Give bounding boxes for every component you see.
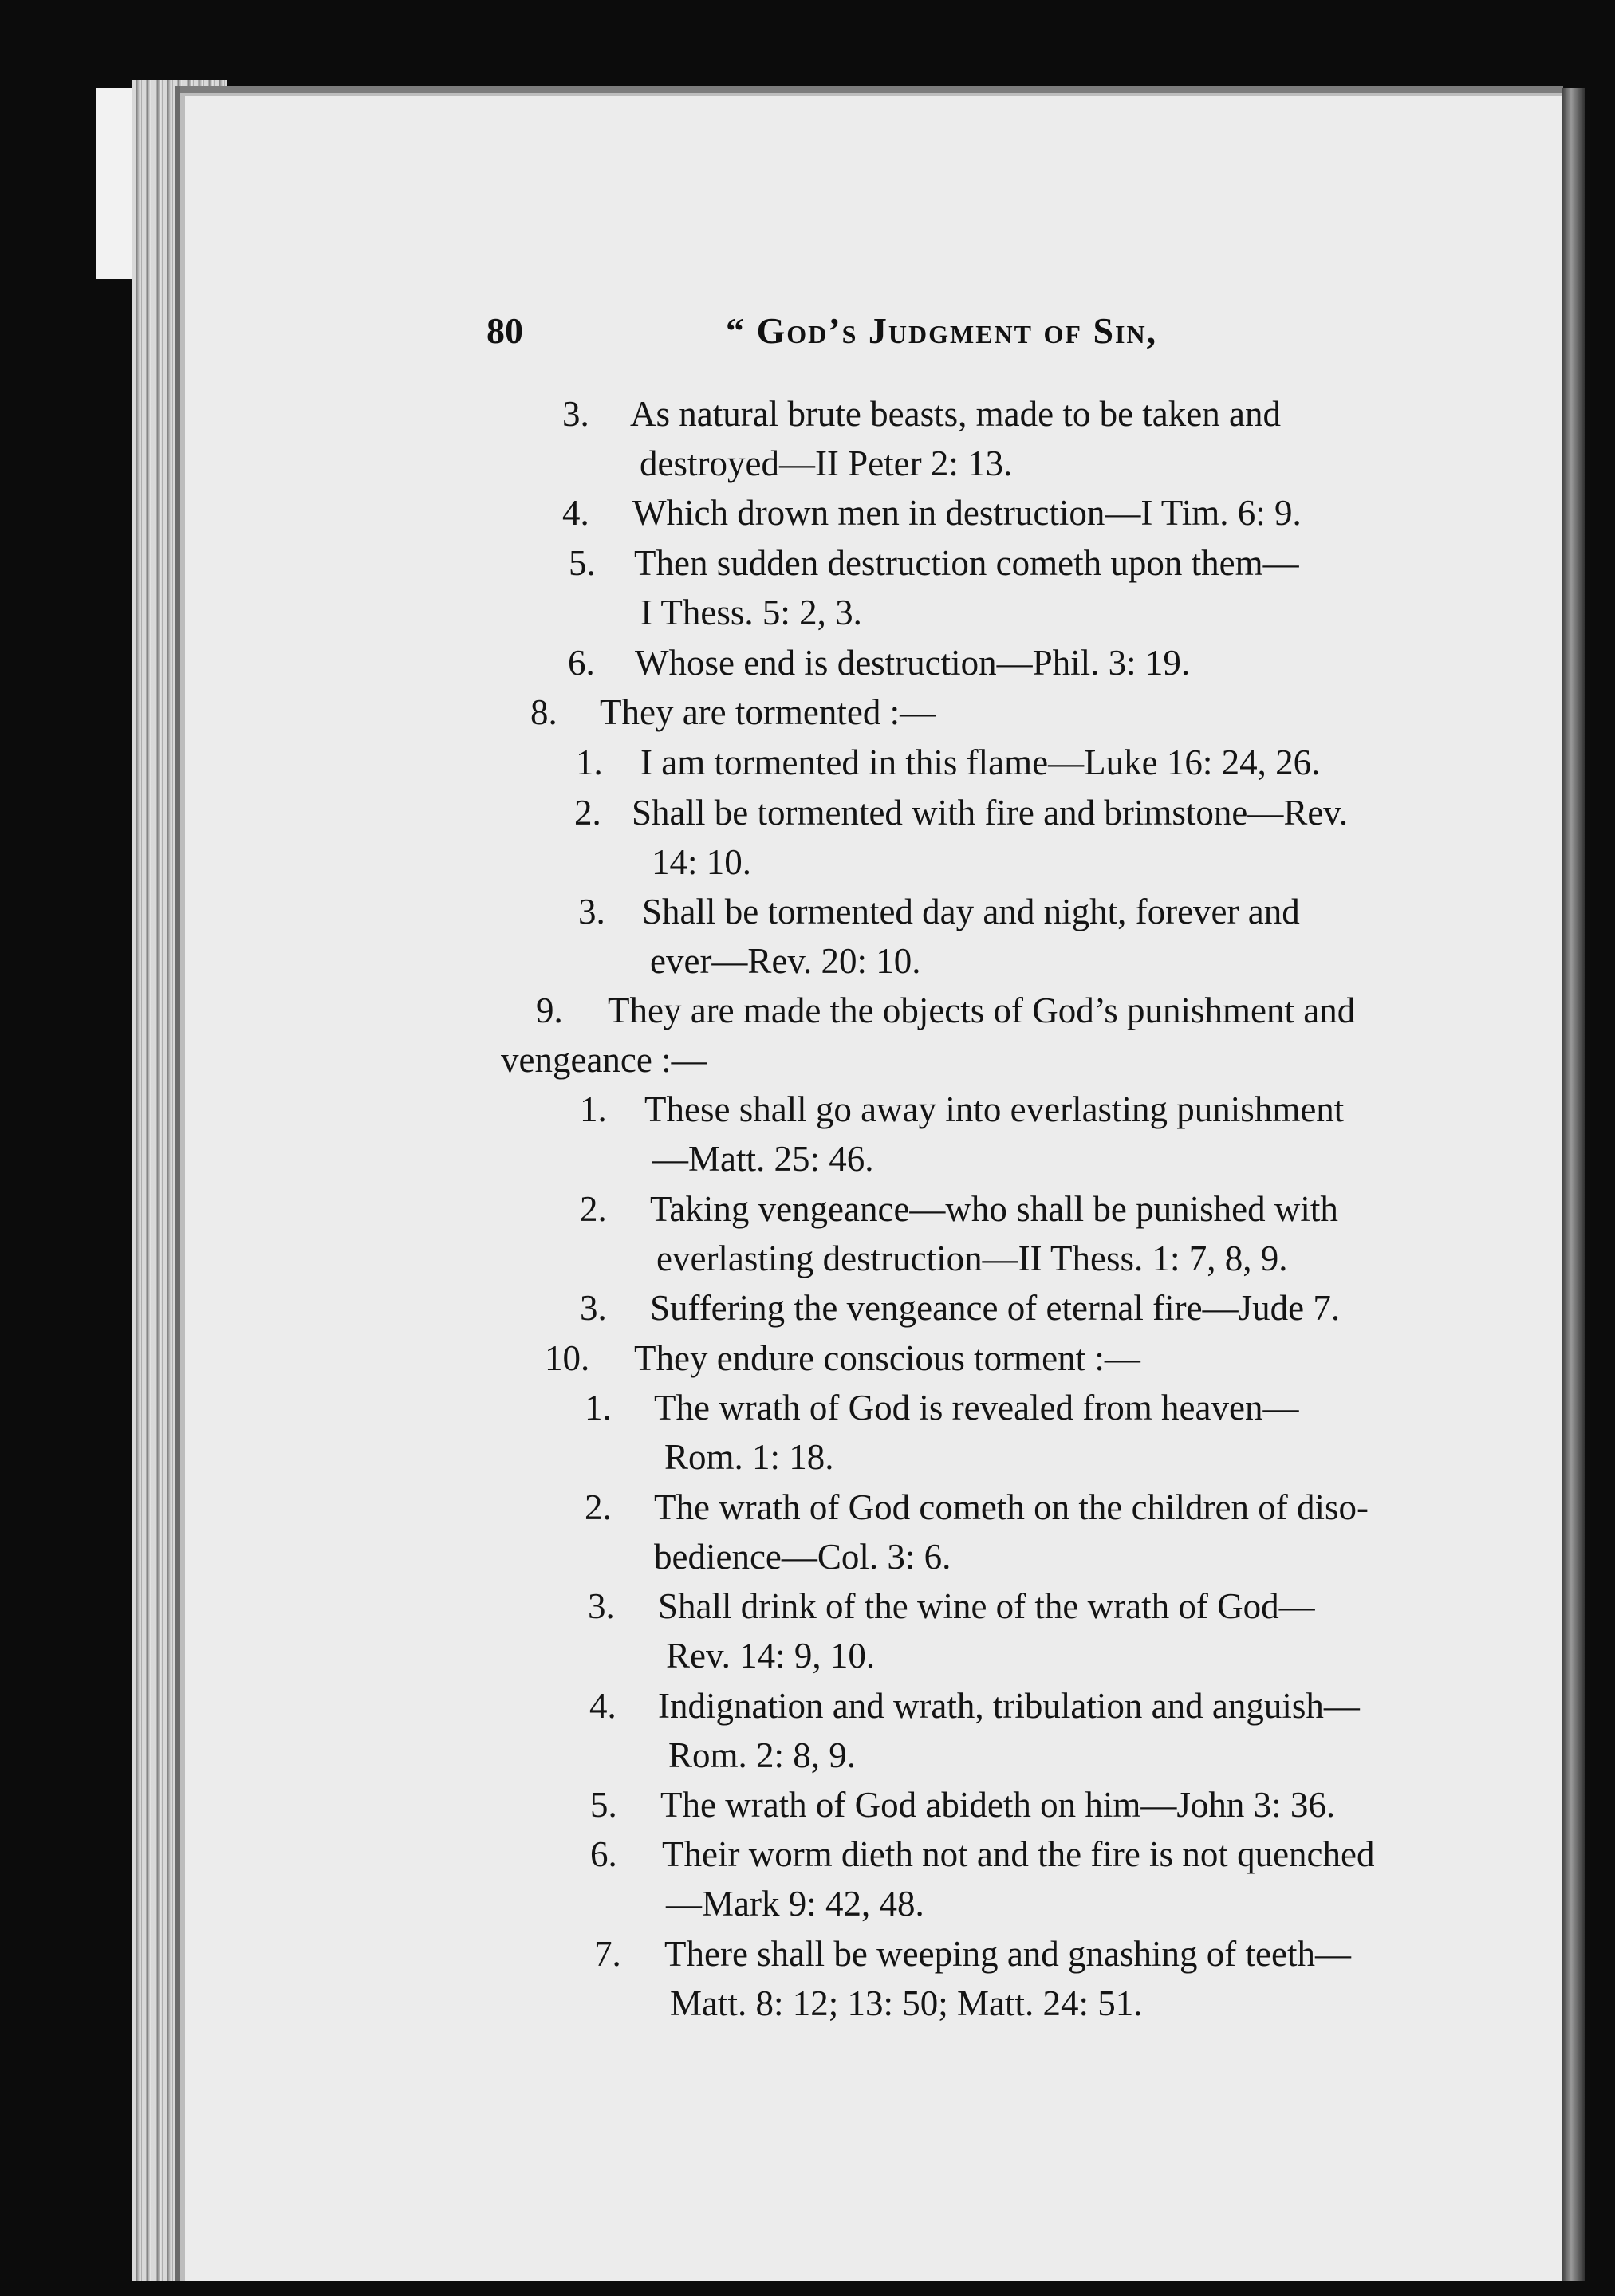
item-number: 6. — [568, 643, 595, 683]
list-item-text: There shall be weeping and gnashing of teeth— — [664, 1934, 1351, 1974]
list-item-text: Suffering the vengeance of eternal fire—Jude 7. — [650, 1288, 1341, 1328]
list-item-text: They are tormented :— — [600, 692, 936, 732]
list-item-text: Indignation and wrath, tribulation and anguish— — [658, 1686, 1360, 1726]
item-number: 1. — [576, 742, 603, 782]
list-item-continuation: Rom. 1: 18. — [664, 1437, 834, 1477]
list-item-text: The wrath of God cometh on the children of diso- — [654, 1487, 1369, 1527]
item-number: 9. — [536, 990, 563, 1030]
list-item-text: Whose end is destruction—Phil. 3: 19. — [635, 643, 1191, 683]
running-head: “ God’s Judgment of Sin, — [726, 310, 1158, 351]
list-item-continuation: destroyed—II Peter 2: 13. — [640, 443, 1013, 483]
list-item-continuation: vengeance :— — [501, 1040, 707, 1080]
page-number: 80 — [486, 310, 523, 351]
list-item-text: Then sudden destruction cometh upon them— — [634, 543, 1299, 583]
list-item-text: Shall be tormented with fire and brimstone—Rev. — [632, 793, 1349, 833]
item-number: 7. — [594, 1934, 621, 1974]
list-item-text: The wrath of God abideth on him—John 3: 36. — [660, 1785, 1336, 1825]
item-number: 2. — [580, 1189, 607, 1229]
list-item-text: They are made the objects of God’s punishment and — [608, 990, 1356, 1030]
list-item-continuation: 14: 10. — [652, 842, 752, 882]
item-number: 2. — [585, 1487, 612, 1527]
list-item-text: I am tormented in this flame—Luke 16: 24, 26. — [640, 742, 1321, 782]
list-item-continuation: everlasting destruction—II Thess. 1: 7, 8, 9. — [656, 1239, 1288, 1278]
item-number: 8. — [530, 692, 557, 732]
item-number: 3. — [580, 1288, 607, 1328]
item-number: 3. — [588, 1586, 615, 1626]
list-item-text: Which drown men in destruction—I Tim. 6: 9. — [632, 493, 1302, 533]
list-item-text: Shall be tormented day and night, forever and — [642, 892, 1300, 931]
item-number: 5. — [569, 543, 596, 583]
list-item-text: These shall go away into everlasting punishment — [644, 1089, 1345, 1129]
item-number: 6. — [590, 1834, 617, 1874]
list-item-continuation: I Thess. 5: 2, 3. — [640, 593, 862, 632]
item-number: 3. — [578, 892, 605, 931]
item-number: 3. — [562, 394, 589, 434]
item-number: 10. — [545, 1338, 590, 1378]
item-number: 2. — [574, 793, 601, 833]
item-number: 1. — [580, 1089, 607, 1129]
list-item-text: They endure conscious torment :— — [634, 1338, 1140, 1378]
item-number: 4. — [589, 1686, 616, 1726]
list-item-text: As natural brute beasts, made to be taken and — [630, 394, 1281, 434]
item-number: 4. — [562, 493, 589, 533]
list-item-continuation: —Matt. 25: 46. — [652, 1139, 874, 1179]
list-item-text: Shall drink of the wine of the wrath of God— — [658, 1586, 1315, 1626]
list-item-continuation: Matt. 8: 12; 13: 50; Matt. 24: 51. — [670, 1983, 1143, 2023]
item-number: 1. — [585, 1388, 612, 1428]
list-item-continuation: Rom. 2: 8, 9. — [668, 1735, 857, 1775]
list-item-text: Taking vengeance—who shall be punished with — [650, 1189, 1338, 1229]
list-item-continuation: Rev. 14: 9, 10. — [666, 1636, 876, 1676]
list-item-continuation: —Mark 9: 42, 48. — [666, 1884, 924, 1924]
list-item-text: The wrath of God is revealed from heaven— — [654, 1388, 1299, 1428]
list-item-continuation: ever—Rev. 20: 10. — [650, 941, 921, 981]
item-number: 5. — [590, 1785, 617, 1825]
list-item-continuation: bedience—Col. 3: 6. — [654, 1537, 951, 1577]
list-item-text: Their worm dieth not and the fire is not quenched — [662, 1834, 1375, 1874]
